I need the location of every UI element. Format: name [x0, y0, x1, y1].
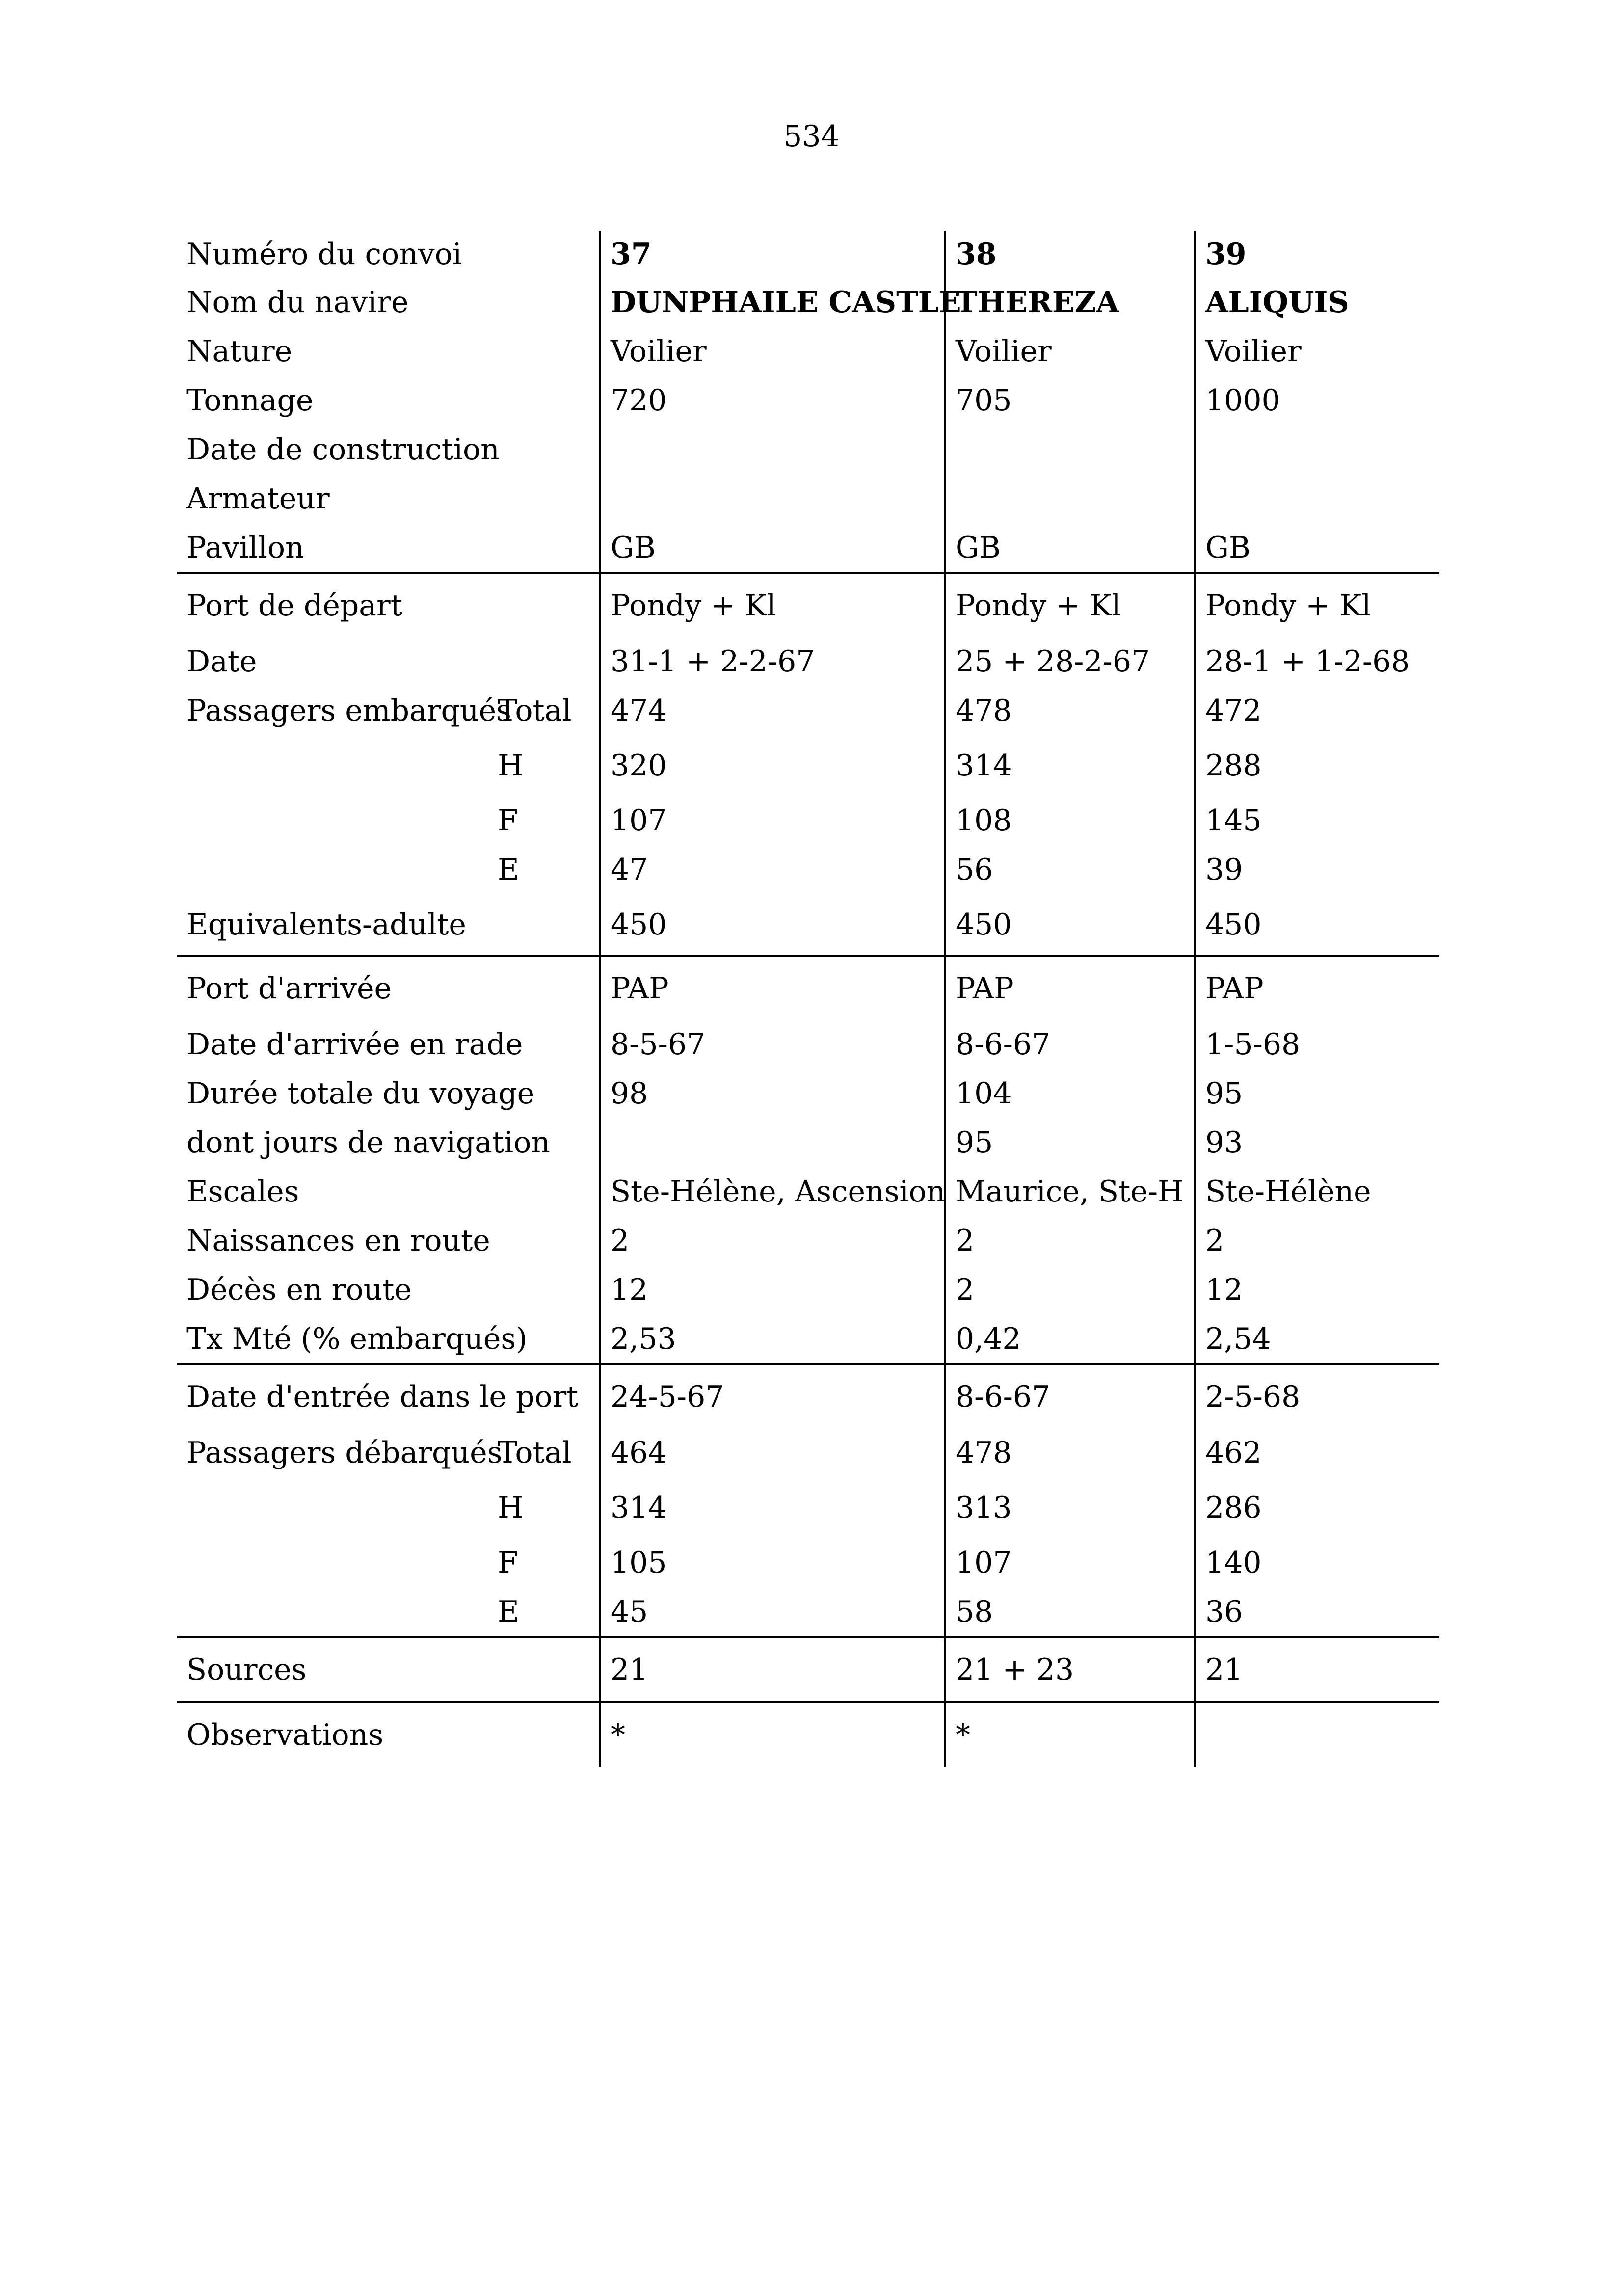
row-label: Escales	[186, 1175, 299, 1209]
row-label: Armateur	[186, 481, 330, 516]
convoy-39-cell: 2	[1195, 1216, 1439, 1265]
row-label	[177, 1477, 498, 1538]
table-row	[177, 637, 1439, 686]
convoy-38-cell: 56	[945, 845, 1195, 894]
row-label: Tx Mté (% embarqués)	[186, 1322, 528, 1356]
row-label	[177, 845, 498, 894]
convoy-37-cell	[600, 425, 945, 474]
convoy-38-cell: 705	[945, 376, 1195, 425]
row-sublabel: F	[498, 803, 518, 838]
table-row	[177, 376, 1439, 425]
row-sublabel: Total	[498, 1436, 572, 1470]
table-row	[177, 1020, 1439, 1069]
convoy-38-cell: Pondy + Kl	[945, 573, 1195, 637]
convoy-38-cell: 108	[945, 796, 1195, 845]
row-label: Passagers débarqués	[186, 1436, 503, 1470]
row-label: Sources	[177, 1637, 498, 1702]
row-sublabel	[498, 376, 600, 425]
row-label: Observations	[177, 1702, 498, 1767]
row-label: Date	[186, 644, 257, 679]
convoy-37-cell: 2,53	[600, 1314, 945, 1364]
row-sublabel: E	[498, 853, 519, 887]
table-row	[177, 425, 1439, 474]
row-label	[177, 1587, 498, 1637]
convoy-38-cell: 478	[945, 1428, 1195, 1477]
convoy-39-cell	[1195, 474, 1439, 523]
table-row	[177, 1428, 1439, 1477]
row-sublabel	[498, 474, 600, 523]
convoy-39-cell	[1195, 425, 1439, 474]
table-row	[177, 474, 1439, 523]
convoy-37-cell: 12	[600, 1265, 945, 1314]
convoy-39-cell: 462	[1195, 1428, 1439, 1477]
convoy-38-cell: 478	[945, 686, 1195, 735]
row-label: Port de départ	[177, 573, 498, 637]
row-label: Numéro du convoi	[186, 237, 462, 271]
row-sublabel: F	[498, 1546, 518, 1580]
convoy-39-cell: 93	[1195, 1118, 1439, 1167]
convoy-37-cell: 45	[600, 1587, 945, 1637]
convoy-39-cell: GB	[1195, 523, 1439, 573]
row-sublabel	[498, 956, 600, 1020]
convoy-38-cell: 313	[945, 1477, 1195, 1538]
convoy-39-cell: 288	[1195, 735, 1439, 796]
convoy-38-cell: PAP	[945, 956, 1195, 1020]
convoy-39-cell: 12	[1195, 1265, 1439, 1314]
row-sublabel	[498, 1167, 600, 1216]
row-label: Passagers embarqués	[186, 694, 511, 728]
row-label	[177, 796, 498, 845]
row-label: Pavillon	[186, 531, 304, 565]
row-label: Date de construction	[186, 432, 500, 467]
convoy-39-cell: Ste-Hélène	[1195, 1167, 1439, 1216]
convoy-37-cell: PAP	[600, 956, 945, 1020]
row-label: Tonnage	[186, 383, 314, 418]
convoy-37-cell: GB	[600, 523, 945, 573]
convoy-37-cell: 37	[600, 231, 945, 278]
table-row	[177, 1118, 1439, 1167]
convoy-table	[177, 231, 1439, 1767]
row-sublabel	[498, 523, 600, 573]
convoy-37-cell: 31-1 + 2-2-67	[600, 637, 945, 686]
convoy-38-cell: 2	[945, 1265, 1195, 1314]
row-sublabel: H	[498, 1491, 524, 1525]
convoy-38-cell: 38	[945, 231, 1195, 278]
convoy-39-cell: 1000	[1195, 376, 1439, 425]
convoy-37-cell: 320	[600, 735, 945, 796]
row-sublabel	[498, 1265, 600, 1314]
row-sublabel	[498, 1637, 600, 1702]
convoy-39-cell: 39	[1195, 845, 1439, 894]
convoy-39-cell: 95	[1195, 1069, 1439, 1118]
row-sublabel: Total	[498, 694, 572, 728]
row-sublabel	[498, 1702, 600, 1767]
convoy-38-cell: 8-6-67	[945, 1364, 1195, 1428]
convoy-39-cell: Pondy + Kl	[1195, 573, 1439, 637]
convoy-37-cell	[600, 474, 945, 523]
convoy-38-cell: Maurice, Ste-H	[945, 1167, 1195, 1216]
row-label: Port d'arrivée	[177, 956, 498, 1020]
convoy-39-cell: ALIQUIS	[1195, 278, 1439, 327]
table-row	[177, 735, 1439, 796]
convoy-38-cell: GB	[945, 523, 1195, 573]
convoy-39-cell: PAP	[1195, 956, 1439, 1020]
convoy-38-cell: 25 + 28-2-67	[945, 637, 1195, 686]
convoy-table-body	[177, 231, 1439, 1767]
convoy-37-cell: *	[600, 1702, 945, 1767]
convoy-37-cell: 98	[600, 1069, 945, 1118]
convoy-37-cell: Ste-Hélène, Ascension	[600, 1167, 945, 1216]
row-label: dont jours de navigation	[186, 1125, 551, 1160]
row-label: Décès en route	[186, 1273, 412, 1307]
table-row	[177, 1477, 1439, 1538]
table-row	[177, 894, 1439, 956]
convoy-39-cell: Voilier	[1195, 327, 1439, 376]
convoy-37-cell: 105	[600, 1538, 945, 1587]
convoy-38-cell	[945, 474, 1195, 523]
convoy-38-cell: 314	[945, 735, 1195, 796]
row-sublabel	[498, 327, 600, 376]
table-row	[177, 1538, 1439, 1587]
convoy-37-cell: 107	[600, 796, 945, 845]
table-row	[177, 1364, 1439, 1428]
row-sublabel	[498, 894, 600, 956]
convoy-38-cell: 104	[945, 1069, 1195, 1118]
convoy-39-cell: 2,54	[1195, 1314, 1439, 1364]
convoy-table-container	[177, 231, 1439, 1767]
table-row	[177, 1069, 1439, 1118]
row-label: Nature	[186, 334, 293, 369]
convoy-37-cell	[600, 1118, 945, 1167]
page-number: 534	[783, 119, 840, 154]
row-label: Naissances en route	[186, 1224, 490, 1258]
table-row	[177, 1314, 1439, 1364]
row-sublabel: H	[498, 748, 524, 783]
table-row	[177, 1637, 1439, 1702]
table-row	[177, 1265, 1439, 1314]
convoy-38-cell: 95	[945, 1118, 1195, 1167]
convoy-38-cell: 2	[945, 1216, 1195, 1265]
row-sublabel	[498, 278, 600, 327]
row-sublabel	[498, 573, 600, 637]
convoy-37-cell: 24-5-67	[600, 1364, 945, 1428]
convoy-39-cell: 286	[1195, 1477, 1439, 1538]
convoy-38-cell: 58	[945, 1587, 1195, 1637]
table-row	[177, 1587, 1439, 1637]
table-row	[177, 231, 1439, 278]
row-sublabel	[498, 425, 600, 474]
convoy-39-cell: 39	[1195, 231, 1439, 278]
table-row	[177, 573, 1439, 637]
row-label: Date d'entrée dans le port	[177, 1364, 498, 1428]
convoy-38-cell: *	[945, 1702, 1195, 1767]
table-row	[177, 523, 1439, 573]
convoy-39-cell: 145	[1195, 796, 1439, 845]
row-sublabel	[498, 1216, 600, 1265]
convoy-37-cell: 2	[600, 1216, 945, 1265]
table-row	[177, 1702, 1439, 1767]
convoy-39-cell: 2-5-68	[1195, 1364, 1439, 1428]
convoy-37-cell: 47	[600, 845, 945, 894]
convoy-38-cell: 21 + 23	[945, 1637, 1195, 1702]
row-sublabel	[498, 231, 600, 278]
row-label	[177, 735, 498, 796]
row-label: Nom du navire	[186, 285, 409, 320]
table-row	[177, 796, 1439, 845]
convoy-37-cell: 21	[600, 1637, 945, 1702]
convoy-38-cell: 450	[945, 894, 1195, 956]
convoy-39-cell: 21	[1195, 1637, 1439, 1702]
table-row	[177, 845, 1439, 894]
convoy-37-cell: DUNPHAILE CASTLE	[600, 278, 945, 327]
table-row	[177, 956, 1439, 1020]
convoy-39-cell: 36	[1195, 1587, 1439, 1637]
convoy-37-cell: 450	[600, 894, 945, 956]
convoy-38-cell: 8-6-67	[945, 1020, 1195, 1069]
convoy-37-cell: 8-5-67	[600, 1020, 945, 1069]
convoy-39-cell: 28-1 + 1-2-68	[1195, 637, 1439, 686]
convoy-39-cell	[1195, 1702, 1439, 1767]
row-label: Equivalents-adulte	[186, 908, 466, 942]
table-row	[177, 278, 1439, 327]
convoy-38-cell: Voilier	[945, 327, 1195, 376]
table-row	[177, 1167, 1439, 1216]
convoy-38-cell	[945, 425, 1195, 474]
row-sublabel: E	[498, 1595, 519, 1629]
table-row	[177, 686, 1439, 735]
convoy-38-cell: 107	[945, 1538, 1195, 1587]
convoy-37-cell: 464	[600, 1428, 945, 1477]
convoy-37-cell: 474	[600, 686, 945, 735]
convoy-39-cell: 450	[1195, 894, 1439, 956]
convoy-37-cell: 720	[600, 376, 945, 425]
row-label: Durée totale du voyage	[186, 1076, 535, 1111]
row-label	[177, 1538, 498, 1587]
convoy-38-cell: THEREZA	[945, 278, 1195, 327]
convoy-39-cell: 472	[1195, 686, 1439, 735]
convoy-39-cell: 140	[1195, 1538, 1439, 1587]
table-row	[177, 1216, 1439, 1265]
convoy-38-cell: 0,42	[945, 1314, 1195, 1364]
convoy-39-cell: 1-5-68	[1195, 1020, 1439, 1069]
table-row	[177, 327, 1439, 376]
convoy-37-cell: Pondy + Kl	[600, 573, 945, 637]
row-sublabel	[498, 637, 600, 686]
convoy-37-cell: Voilier	[600, 327, 945, 376]
convoy-37-cell: 314	[600, 1477, 945, 1538]
row-label: Date d'arrivée en rade	[186, 1027, 523, 1062]
